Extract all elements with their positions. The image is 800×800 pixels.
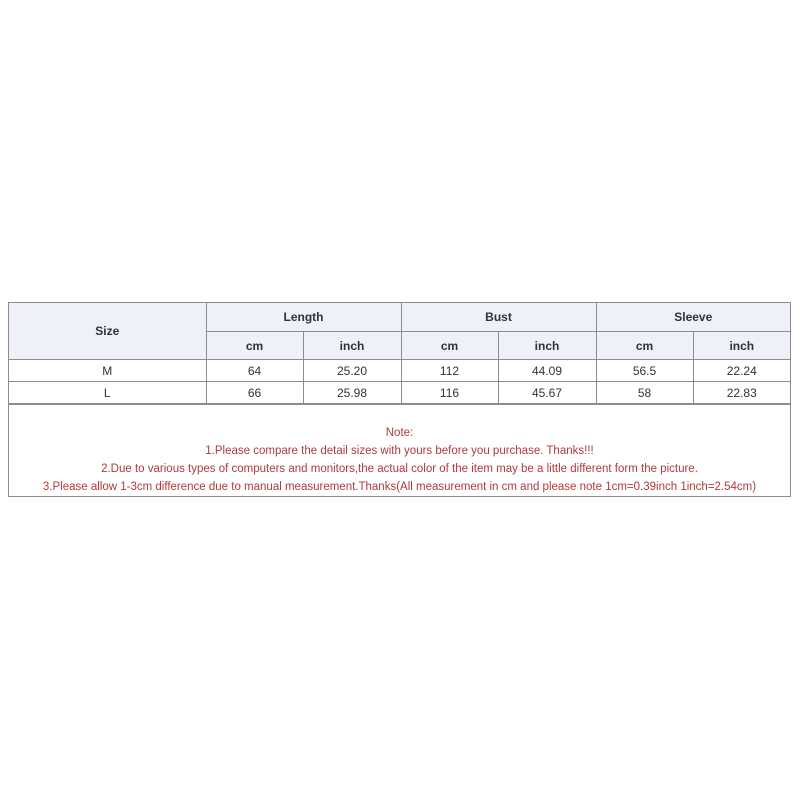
size-cell: L bbox=[9, 382, 206, 404]
unit-header: cm bbox=[206, 332, 303, 360]
length-group-header: Length bbox=[206, 303, 401, 332]
table-cell: 58 bbox=[596, 382, 693, 404]
table-cell: 22.83 bbox=[693, 382, 790, 404]
sleeve-group-header: Sleeve bbox=[596, 303, 790, 332]
note-line: 1.Please compare the detail sizes with yours before you purchase. Thanks!!! bbox=[205, 445, 594, 457]
table-header-row bbox=[9, 303, 790, 332]
size-chart bbox=[8, 302, 791, 497]
table-cell: 45.67 bbox=[498, 382, 596, 404]
unit-header: cm bbox=[401, 332, 498, 360]
unit-header: inch bbox=[303, 332, 401, 360]
table-cell: 66 bbox=[206, 382, 303, 404]
table-cell: 25.98 bbox=[303, 382, 401, 404]
notes-title: Note: bbox=[385, 427, 414, 439]
table-cell: 116 bbox=[401, 382, 498, 404]
unit-header: inch bbox=[693, 332, 790, 360]
size-cell: M bbox=[9, 360, 206, 382]
size-column-header: Size bbox=[9, 303, 206, 360]
unit-header: inch bbox=[498, 332, 596, 360]
bust-group-header: Bust bbox=[401, 303, 596, 332]
note-line: 2.Due to various types of computers and monitors,the actual color of the item may be a little different form the picture. bbox=[101, 463, 698, 475]
table-cell: 112 bbox=[401, 360, 498, 382]
table-cell: 25.20 bbox=[303, 360, 401, 382]
size-table bbox=[9, 303, 790, 404]
table-row bbox=[9, 382, 790, 404]
note-line: 3.Please allow 1-3cm difference due to manual measurement.Thanks(All measurement in cm and please note 1cm=0.39inch 1inch=2.54cm) bbox=[42, 481, 757, 493]
table-cell: 44.09 bbox=[498, 360, 596, 382]
table-cell: 56.5 bbox=[596, 360, 693, 382]
table-row bbox=[9, 360, 790, 382]
unit-header: cm bbox=[596, 332, 693, 360]
table-cell: 22.24 bbox=[693, 360, 790, 382]
table-cell: 64 bbox=[206, 360, 303, 382]
notes-section bbox=[9, 404, 790, 496]
